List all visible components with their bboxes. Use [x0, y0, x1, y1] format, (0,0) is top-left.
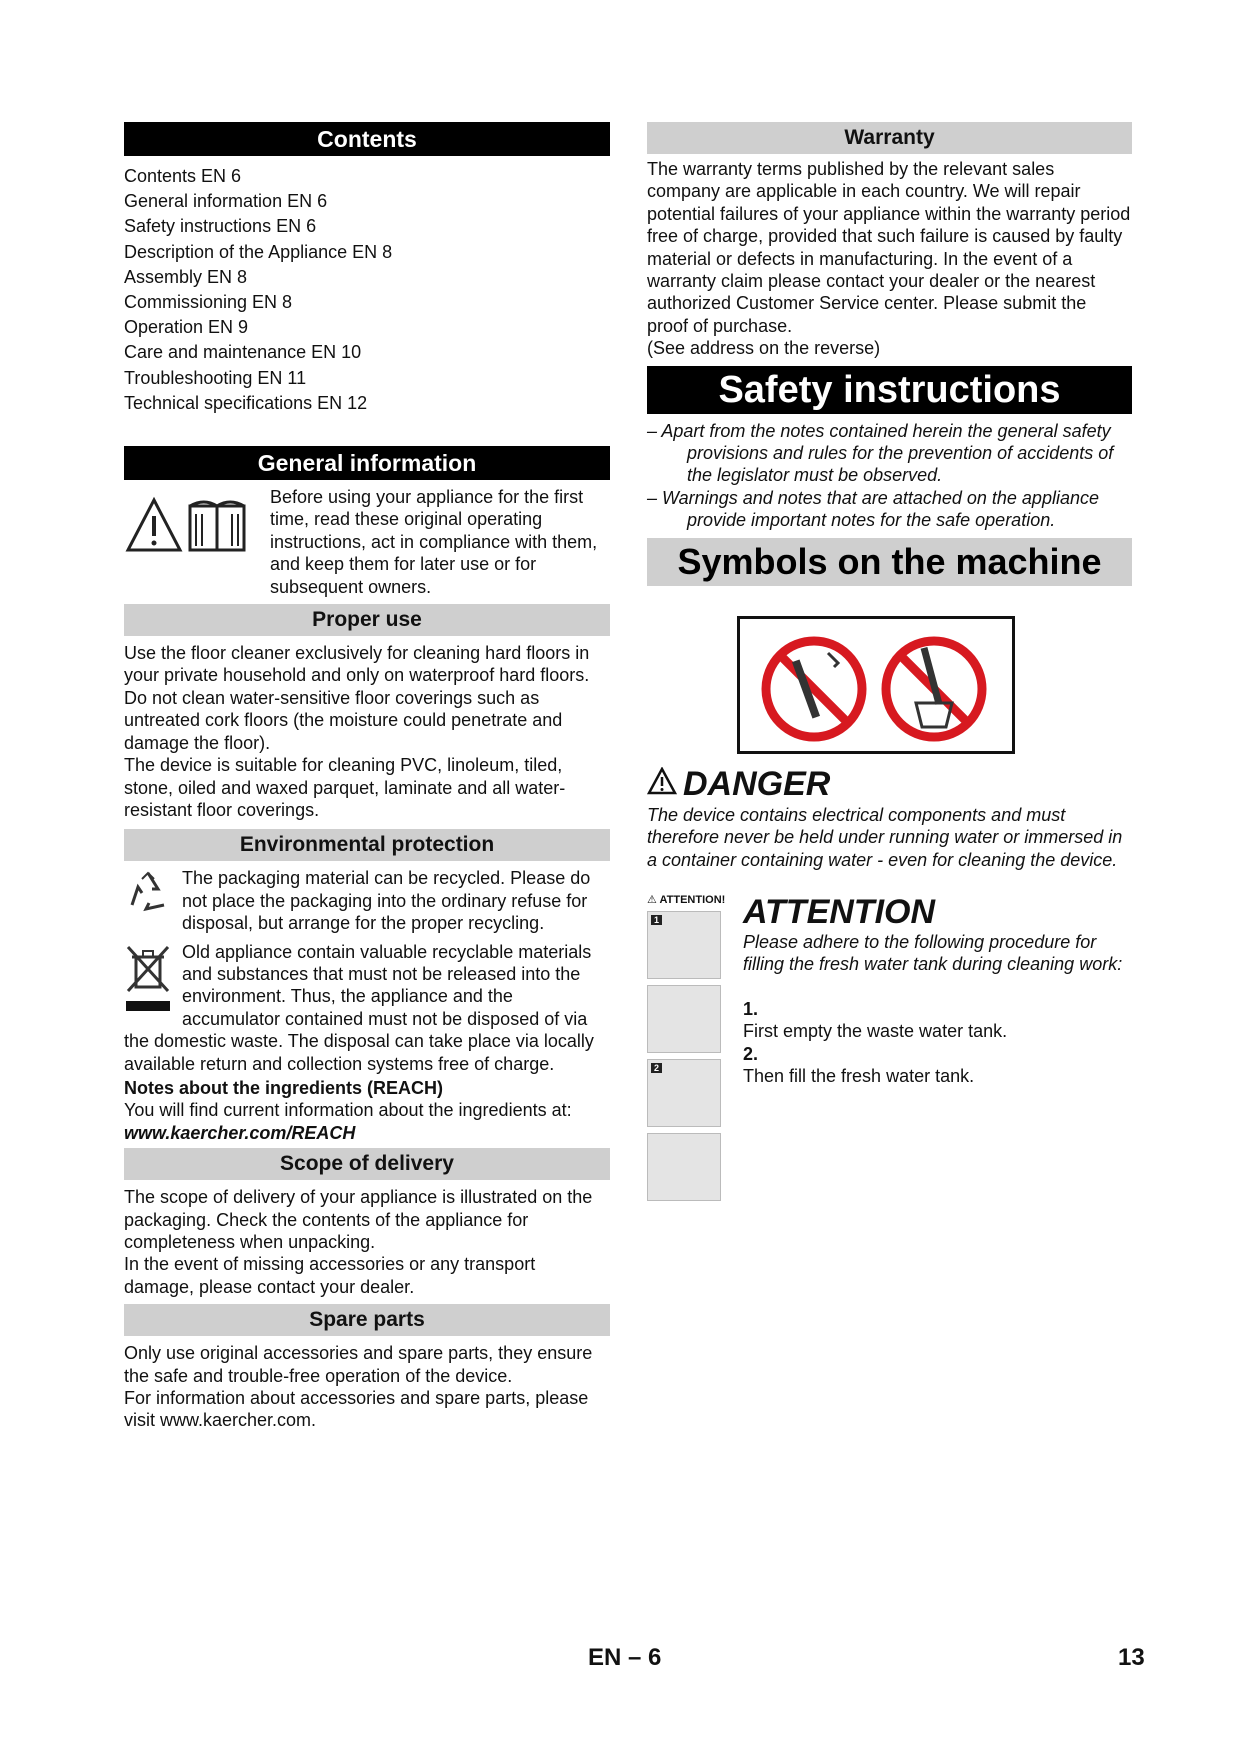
recycle-icon — [124, 869, 172, 922]
left-column — [124, 122, 610, 1432]
paragraph: In the event of missing accessories or any transport damage, please contact your dealer. — [124, 1254, 536, 1297]
scope-heading: Scope of delivery — [124, 1148, 610, 1180]
warning-triangle-icon — [647, 764, 677, 804]
crossed-bin-icon — [124, 943, 172, 1020]
right-column — [647, 122, 1132, 1207]
step-text: First empty the waste water tank. — [743, 1021, 1008, 1042]
step-number: 1 — [651, 915, 662, 925]
step-text: Then fill the fresh water tank. — [743, 1065, 975, 1086]
step-thumbnail — [647, 985, 721, 1053]
general-info-heading: General information — [124, 446, 610, 480]
attention-steps — [743, 998, 1123, 1088]
safety-item: – Apart from the notes contained herein the general safety provisions and rules for the prevention of accidents of the legislator must be observed. — [647, 420, 1114, 486]
danger-heading — [647, 764, 1132, 804]
paragraph: Only use original accessories and spare parts, they ensure the safe and trouble-free operation of the device. — [124, 1343, 593, 1386]
attention-block — [647, 893, 1132, 1207]
toc-item: Assembly EN 8 — [124, 266, 248, 287]
scope-body — [124, 1186, 610, 1298]
step-num: 2. — [743, 1043, 759, 1064]
step-thumbnail — [647, 1133, 721, 1201]
toc-item: Commissioning EN 8 — [124, 292, 293, 313]
danger-title: DANGER — [683, 764, 831, 803]
toc-item: Description of the Appliance EN 8 — [124, 241, 393, 262]
paragraph: (See address on the reverse) — [647, 338, 881, 359]
spare-parts-body — [124, 1342, 610, 1432]
toc-item: Troubleshooting EN 11 — [124, 367, 307, 388]
attention-badge: ⚠ ATTENTION! — [647, 893, 726, 906]
read-manual-icon — [124, 486, 258, 598]
proper-use-heading: Proper use — [124, 604, 610, 636]
contents-heading: Contents — [124, 122, 610, 156]
step-number: 2 — [651, 1063, 662, 1073]
environment-heading: Environmental protection — [124, 829, 610, 861]
page-reference: EN – 6 — [588, 1644, 662, 1671]
toc-item: Operation EN 9 — [124, 317, 249, 338]
paragraph: The scope of delivery of your appliance is illustrated on the packaging. Check the contents of the appliance for completeness when unpacking. — [124, 1187, 593, 1252]
step-thumbnail — [647, 1059, 721, 1127]
page-number: 13 — [1118, 1644, 1145, 1671]
reach-heading: Notes about the ingredients (REACH) — [124, 1077, 444, 1098]
reach-text: You will find current information about the ingredients at: — [124, 1100, 572, 1121]
packaging-text: The packaging material can be recycled. Please do not place the packaging into the ordinary refuse for disposal, but arrange for the proper recycling. — [182, 868, 591, 934]
contents-list — [124, 164, 610, 416]
toc-item: General information EN 6 — [124, 191, 328, 212]
attention-intro: Please adhere to the following procedure for filling the fresh water tank during cleaning work: — [743, 931, 1123, 975]
paragraph: For information about accessories and spare parts, please visit www.kaercher.com. — [124, 1388, 589, 1431]
safety-heading: Safety instructions — [647, 366, 1132, 414]
step-num: 1. — [743, 998, 759, 1019]
toc-item: Technical specifications EN 12 — [124, 392, 368, 413]
environment-body — [124, 867, 610, 1144]
warning-triangle-icon: ⚠ — [647, 893, 657, 906]
safety-body — [647, 420, 1132, 532]
danger-text: The device contains electrical components and must therefore never be held under running water or immersed in a container containing water - even for cleaning the device. — [647, 804, 1123, 870]
general-info-text: Before using your appliance for the first time, read these original operating instructions, act in compliance with them, and keep them for later use or for subsequent owners. — [270, 487, 598, 597]
machine-symbols-image — [737, 616, 1015, 754]
attention-content — [743, 893, 1123, 1207]
paragraph: The warranty terms published by the relevant sales company are applicable in each country. We will repair potential failures of your appliance within the warranty period free of charge, provided that such failure is caused by faulty material or defects in manufacturing. In the event of a warranty claim please contact your dealer or the nearest authorized Customer Service center. Please submit the proof of purchase. — [647, 159, 1131, 336]
paragraph: Do not clean water-sensitive floor coverings such as untreated cork floors (the moisture could penetrate and damage the floor). — [124, 687, 563, 753]
proper-use-body — [124, 642, 610, 821]
reach-link[interactable]: www.kaercher.com/REACH — [124, 1122, 356, 1143]
spare-parts-heading: Spare parts — [124, 1304, 610, 1336]
appliance-text: Old appliance contain valuable recyclable materials and substances that must not be released into the environment. Thus, the appliance and the accumulator contained must not be disposed of via the domestic waste. The disposal can take place via locally available return and collection systems free of charge. — [124, 941, 594, 1074]
paragraph: The device is suitable for cleaning PVC, linoleum, tiled, stone, oiled and waxed parquet, laminate and all water-resistant floor coverings. — [124, 755, 566, 820]
attention-image-strip — [647, 893, 727, 1207]
warranty-heading: Warranty — [647, 122, 1132, 154]
attention-title: ATTENTION — [743, 892, 936, 931]
paragraph: Use the floor cleaner exclusively for cleaning hard floors in your private household and only on waterproof hard floors. — [124, 643, 590, 686]
symbols-heading: Symbols on the machine — [647, 538, 1132, 586]
toc-item: Safety instructions EN 6 — [124, 216, 317, 237]
packaging-paragraph — [124, 867, 610, 934]
appliance-paragraph — [124, 941, 610, 1075]
toc-item: Contents EN 6 — [124, 166, 242, 186]
general-info-block — [124, 486, 610, 598]
step-thumbnail — [647, 911, 721, 979]
warranty-body — [647, 158, 1132, 360]
toc-item: Care and maintenance EN 10 — [124, 342, 362, 363]
safety-item: – Warnings and notes that are attached on the appliance provide important notes for the safe operation. — [647, 487, 1099, 531]
